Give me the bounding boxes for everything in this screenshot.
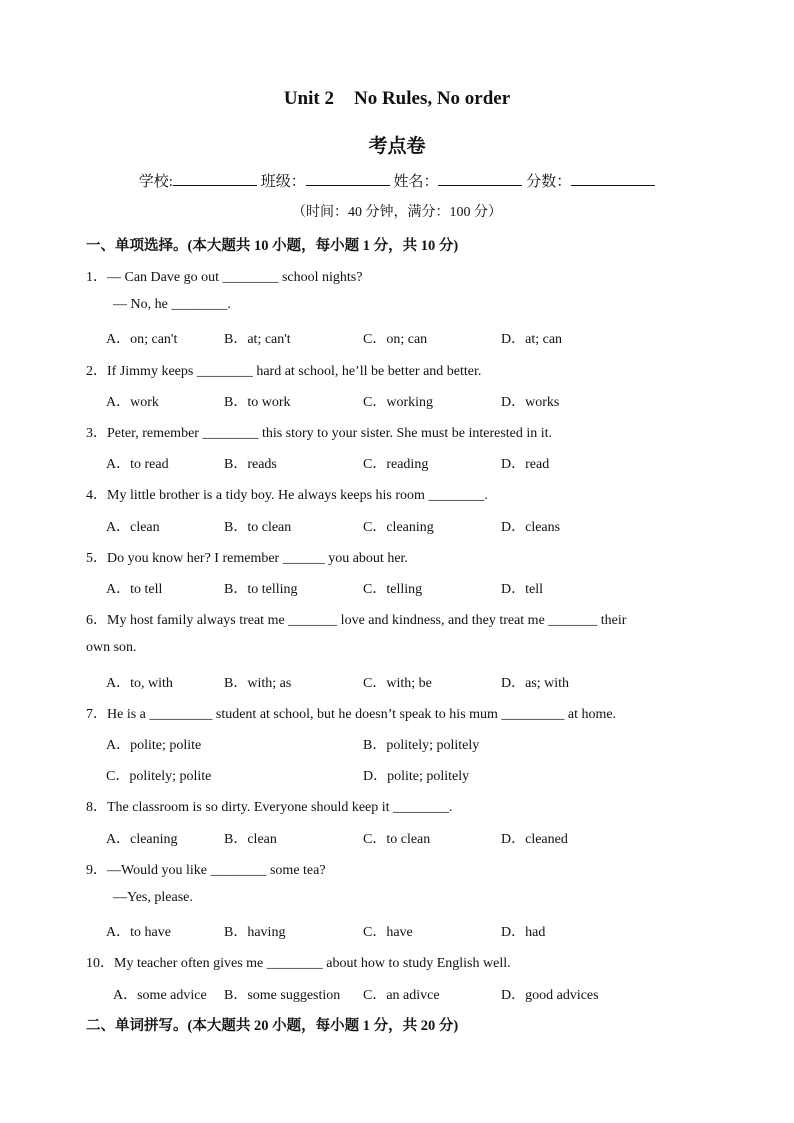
question-10-line1: 10．My teacher often gives me ________ about how to study English well. bbox=[86, 956, 511, 971]
question-4-option-c[interactable]: C．cleaning bbox=[363, 520, 434, 535]
question-10-option-a[interactable]: A．some advice bbox=[113, 988, 207, 1003]
question-2-option-b[interactable]: B．to work bbox=[224, 395, 291, 410]
question-8-option-a[interactable]: A．cleaning bbox=[106, 832, 178, 847]
question-4-option-b[interactable]: B．to clean bbox=[224, 520, 292, 535]
question-10-option-d[interactable]: D．good advices bbox=[501, 988, 599, 1003]
question-1-option-c[interactable]: C．on; can bbox=[363, 332, 428, 347]
time-note: （时间：40 分钟，满分：100 分） bbox=[292, 205, 502, 220]
question-10-option-c[interactable]: C．an adivce bbox=[363, 988, 440, 1003]
question-8-option-c[interactable]: C．to clean bbox=[363, 832, 431, 847]
question-1-line2: — No, he ________. bbox=[113, 297, 231, 312]
question-6-option-a[interactable]: A．to, with bbox=[106, 676, 173, 691]
question-2-option-a[interactable]: A．work bbox=[106, 395, 159, 410]
question-2-line1: 2．If Jimmy keeps ________ hard at school, he’ll be better and better. bbox=[86, 364, 482, 379]
question-5-option-d[interactable]: D．tell bbox=[501, 582, 543, 597]
question-7-option-c[interactable]: C．politely; polite bbox=[106, 769, 212, 784]
question-9-line1: 9．—Would you like ________ some tea? bbox=[86, 863, 326, 878]
question-8-option-d[interactable]: D．cleaned bbox=[501, 832, 568, 847]
unit-number: Unit 2 bbox=[283, 88, 334, 109]
unit-title: No Rules, No order bbox=[353, 88, 511, 109]
question-9-line2: —Yes, please. bbox=[113, 890, 193, 905]
question-8-option-b[interactable]: B．clean bbox=[224, 832, 277, 847]
score-label: 分数： bbox=[526, 174, 572, 190]
question-4-option-a[interactable]: A．clean bbox=[106, 520, 160, 535]
question-7-option-d[interactable]: D．polite; politely bbox=[363, 769, 470, 784]
question-9-option-d[interactable]: D．had bbox=[501, 925, 546, 940]
question-5-line1: 5．Do you know her? I remember ______ you about her. bbox=[86, 551, 408, 566]
question-7-line1: 7．He is a _________ student at school, but he doesn’t speak to his mum _________ at home. bbox=[86, 707, 617, 722]
question-3-line1: 3．Peter, remember ________ this story to your sister. She must be interested in it. bbox=[86, 426, 553, 441]
school-label: 学校: bbox=[138, 174, 173, 190]
question-2-option-d[interactable]: D．works bbox=[501, 395, 560, 410]
question-6-line2: own son. bbox=[86, 640, 137, 655]
question-6-option-b[interactable]: B．with; as bbox=[224, 676, 292, 691]
question-10-option-b[interactable]: B．some suggestion bbox=[224, 988, 341, 1003]
question-4-line1: 4．My little brother is a tidy boy. He always keeps his room ________. bbox=[86, 488, 488, 503]
school-blank[interactable] bbox=[173, 171, 257, 186]
question-3-option-b[interactable]: B．reads bbox=[224, 457, 277, 472]
section2-heading: 二、单词拼写。(本大题共 20 小题，每小题 1 分，共 20 分) bbox=[86, 1018, 459, 1034]
question-3-option-c[interactable]: C．reading bbox=[363, 457, 429, 472]
question-1-option-b[interactable]: B．at; can't bbox=[224, 332, 291, 347]
page-subtitle: 考点卷 bbox=[368, 136, 426, 157]
question-7-option-a[interactable]: A．polite; polite bbox=[106, 738, 202, 753]
class-blank[interactable] bbox=[306, 171, 390, 186]
name-blank[interactable] bbox=[438, 171, 522, 186]
question-2-option-c[interactable]: C．working bbox=[363, 395, 433, 410]
question-4-option-d[interactable]: D．cleans bbox=[501, 520, 561, 535]
name-label: 姓名： bbox=[393, 174, 439, 190]
question-5-option-b[interactable]: B．to telling bbox=[224, 582, 298, 597]
question-9-option-a[interactable]: A．to have bbox=[106, 925, 171, 940]
question-3-option-a[interactable]: A．to read bbox=[106, 457, 169, 472]
student-info-row bbox=[0, 170, 794, 191]
question-6-option-d[interactable]: D．as; with bbox=[501, 676, 570, 691]
question-9-option-b[interactable]: B．having bbox=[224, 925, 286, 940]
question-5-option-c[interactable]: C．telling bbox=[363, 582, 423, 597]
question-3-option-d[interactable]: D．read bbox=[501, 457, 550, 472]
question-1-line1: 1．— Can Dave go out ________ school nights? bbox=[86, 270, 363, 285]
question-9-option-c[interactable]: C．have bbox=[363, 925, 413, 940]
question-6-option-c[interactable]: C．with; be bbox=[363, 676, 432, 691]
class-label: 班级： bbox=[260, 174, 306, 190]
question-5-option-a[interactable]: A．to tell bbox=[106, 582, 163, 597]
question-8-line1: 8．The classroom is so dirty. Everyone should keep it ________. bbox=[86, 800, 453, 815]
question-1-option-d[interactable]: D．at; can bbox=[501, 332, 563, 347]
score-blank[interactable] bbox=[571, 171, 655, 186]
question-6-line1: 6．My host family always treat me _______ love and kindness, and they treat me _______ their bbox=[86, 613, 627, 628]
page-title bbox=[0, 88, 794, 110]
question-1-option-a[interactable]: A．on; can't bbox=[106, 332, 178, 347]
question-7-option-b[interactable]: B．politely; politely bbox=[363, 738, 480, 753]
section1-heading: 一、单项选择。(本大题共 10 小题，每小题 1 分，共 10 分) bbox=[86, 238, 459, 254]
